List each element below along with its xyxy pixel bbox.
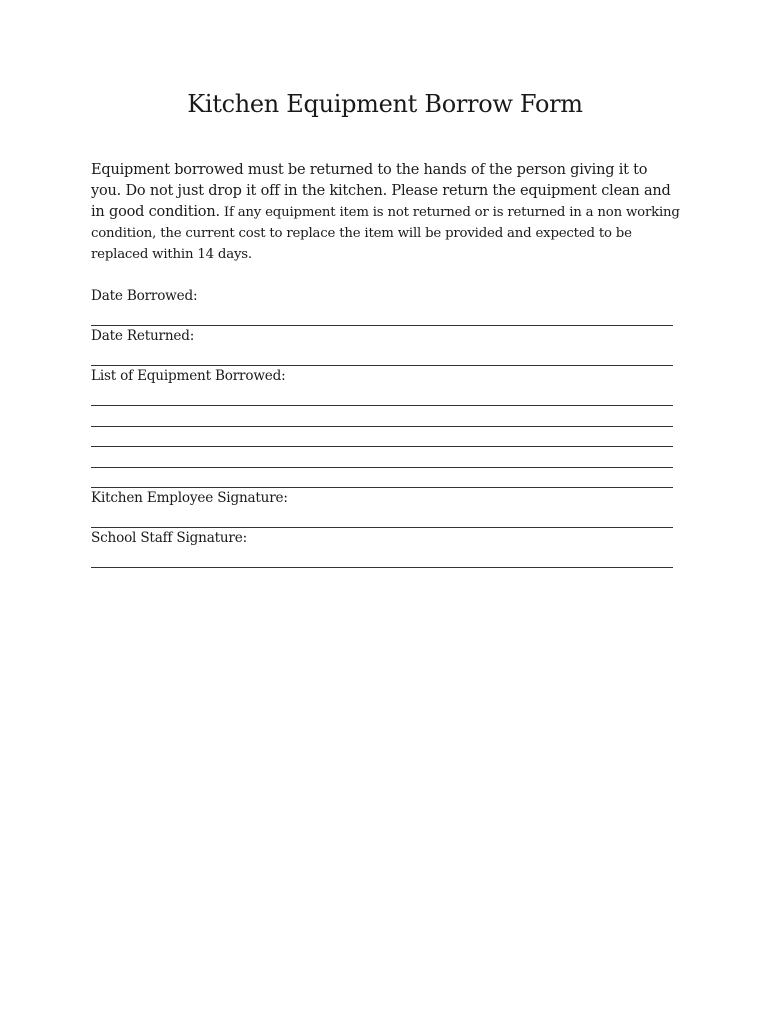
equipment-line-4[interactable] [91,447,673,468]
instructions-replacement-policy: If any equipment item is not returned or is returned in a non working condition, the current cost to replace the item will be provided and expected to be replaced within 14 days. [91,205,680,262]
date-returned-line[interactable] [91,346,673,366]
date-borrowed-line[interactable] [91,306,673,326]
kitchen-signature-label: Kitchen Employee Signature: [91,490,288,506]
equipment-line-5[interactable] [91,468,673,489]
form-title: Kitchen Equipment Borrow Form [187,90,583,118]
kitchen-signature-line[interactable] [91,508,673,528]
instructions-main: Equipment borrowed must be returned to the hands of the person giving it to you. Do not just drop it off in the kitchen. Please return the equipment clean and in good condition. [91,162,671,220]
equipment-line-3[interactable] [91,427,673,448]
equipment-line-2[interactable] [91,406,673,427]
form-instructions [91,160,681,265]
date-borrowed-label: Date Borrowed: [91,288,198,304]
form-fields [91,286,673,568]
date-returned-label: Date Returned: [91,328,195,344]
equipment-list-label: List of Equipment Borrowed: [91,368,286,384]
equipment-line-1[interactable] [91,386,673,406]
staff-signature-label: School Staff Signature: [91,530,247,546]
staff-signature-line[interactable] [91,548,673,568]
